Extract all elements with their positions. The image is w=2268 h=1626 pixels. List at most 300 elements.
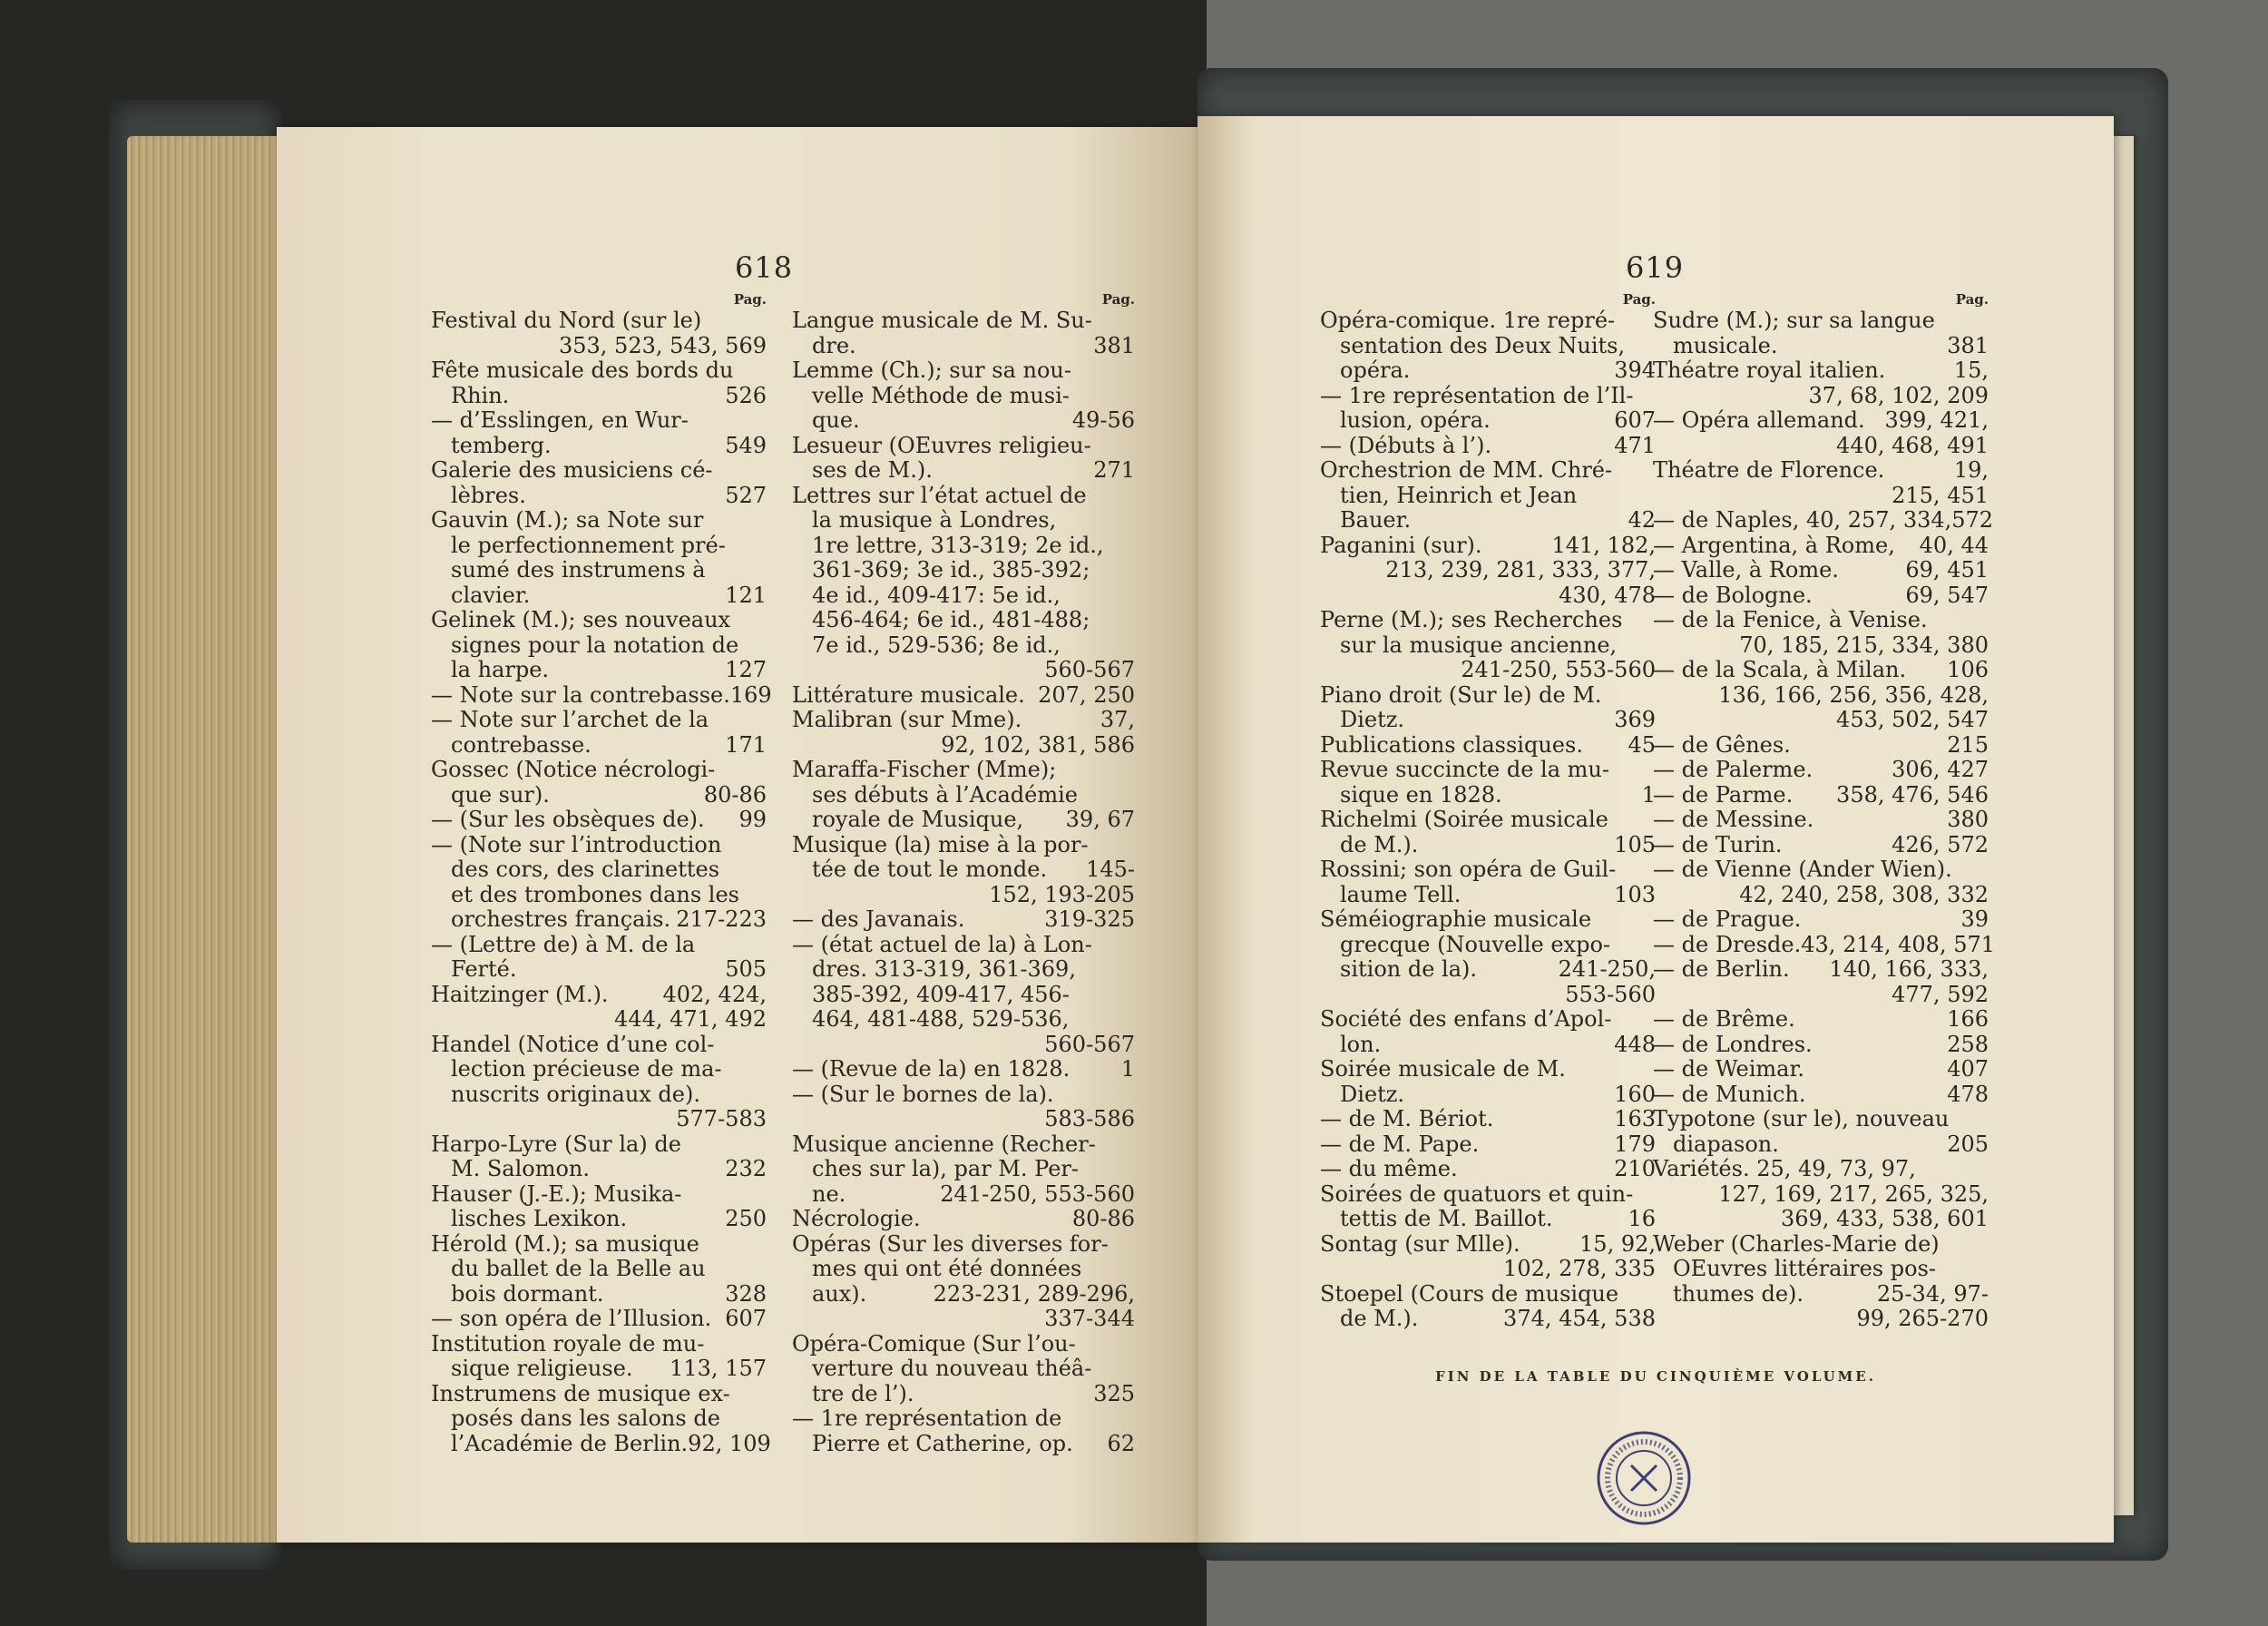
index-entry-line xyxy=(1320,857,1656,883)
entry-text: 102, 278, 335 xyxy=(1503,1256,1656,1281)
entry-text: lon. xyxy=(1340,1031,1382,1057)
entry-text: Dietz. xyxy=(1340,707,1405,732)
index-entry-line xyxy=(1320,334,1656,359)
index-entry-line xyxy=(1653,708,1989,733)
entry-text: — (Sur le bornes de la). xyxy=(792,1081,1054,1107)
index-entry-line xyxy=(792,1082,1135,1108)
entry-pages: 113, 157 xyxy=(670,1356,767,1381)
entry-text: — Note sur la contrebasse. xyxy=(431,681,730,708)
index-entry-line xyxy=(1653,334,1989,359)
entry-text: — d’Esslingen, en Wur- xyxy=(431,407,689,433)
index-entry-line xyxy=(1653,1107,1989,1132)
entry-pages: 478 xyxy=(1947,1081,1989,1107)
index-entry-line xyxy=(792,334,1135,359)
entry-text: — (Revue de la) en 1828. xyxy=(792,1056,1070,1082)
entry-pages: 169 xyxy=(729,681,772,708)
index-entry-line xyxy=(1320,583,1656,609)
entry-pages: 505 xyxy=(725,956,767,982)
entry-text: contrebasse. xyxy=(451,731,591,758)
entry-text: mes qui ont été données xyxy=(812,1256,1082,1281)
index-entry-line xyxy=(1320,384,1656,409)
index-entry-line xyxy=(792,1057,1135,1082)
index-entry-line xyxy=(431,1057,767,1082)
index-entry-line xyxy=(1653,983,1989,1008)
index-entry-line xyxy=(431,534,767,559)
index-entry-line xyxy=(792,558,1135,583)
entry-text: — son opéra de l’Illusion. xyxy=(431,1306,712,1331)
index-entry-line xyxy=(1320,508,1656,534)
index-entry-line xyxy=(431,1182,767,1208)
entry-text: 4e id., 409-417: 5e id., xyxy=(812,582,1061,608)
entry-text: Gauvin (M.); sa Note sur xyxy=(431,507,704,533)
entry-text: lection précieuse de ma- xyxy=(451,1056,722,1082)
index-entry-line xyxy=(1320,358,1656,384)
entry-pages: 1 xyxy=(1641,781,1656,808)
index-entry-line xyxy=(1320,957,1656,983)
entry-text: 430, 478 xyxy=(1559,582,1656,608)
entry-text: Musique ancienne (Recher- xyxy=(792,1131,1096,1157)
entry-text: signes pour la notation de xyxy=(451,632,739,658)
index-column-right-2 xyxy=(1653,290,1996,1332)
index-entry-line xyxy=(1653,907,1989,933)
index-entry-line xyxy=(1320,534,1656,559)
entry-text: Institution royale de mu- xyxy=(431,1330,705,1357)
index-entry-line xyxy=(1653,507,1994,534)
entry-text: Revue succincte de la mu- xyxy=(1320,757,1609,782)
entry-text: 560-567 xyxy=(1044,1031,1135,1057)
index-entry-line xyxy=(431,309,767,334)
entry-pages: 42 xyxy=(1628,507,1656,533)
index-entry-line xyxy=(431,1382,767,1407)
entry-pages: 39 xyxy=(1960,906,1989,932)
index-entry-line xyxy=(1653,633,1989,659)
index-entry-line xyxy=(431,1430,771,1457)
entry-pages: 207, 250 xyxy=(1038,681,1135,708)
entry-text: 353, 523, 543, 569 xyxy=(558,332,767,358)
index-entry-line xyxy=(1320,558,1656,583)
volume-end-footer: FIN DE LA TABLE DU CINQUIÈME VOLUME. xyxy=(1435,1368,1876,1385)
index-entry-line xyxy=(431,783,767,808)
entry-text: la harpe. xyxy=(451,657,550,682)
right-page xyxy=(1198,116,2114,1543)
entry-text: Lettres sur l’état actuel de xyxy=(792,482,1087,508)
entry-text: 7e id., 529-536; 8e id., xyxy=(812,632,1061,658)
entry-pages: 271 xyxy=(1093,457,1135,483)
index-entry-line xyxy=(1320,1307,1656,1332)
entry-text: — de Brême. xyxy=(1653,1006,1795,1032)
index-entry-line xyxy=(1320,833,1656,858)
index-entry-line xyxy=(792,683,1135,709)
index-entry-line xyxy=(792,508,1135,534)
entry-text: dre. xyxy=(812,332,856,358)
index-entry-line xyxy=(792,1257,1135,1282)
entry-pages: 45 xyxy=(1628,731,1656,758)
index-entry-line xyxy=(792,957,1135,983)
entry-text: 37, 68, 102, 209 xyxy=(1808,382,1989,408)
entry-text: — Argentina, à Rome, xyxy=(1653,532,1895,558)
entry-text: Rhin. xyxy=(451,382,510,408)
index-entry-line xyxy=(1320,434,1656,459)
entry-text: — Note sur l’archet de la xyxy=(431,707,709,732)
entry-text: Séméiographie musicale xyxy=(1320,906,1592,932)
entry-text: velle Méthode de musi- xyxy=(812,382,1070,408)
entry-text: Lesueur (OEuvres religieu- xyxy=(792,432,1091,458)
entry-pages: 407 xyxy=(1947,1056,1989,1082)
entry-text: — de Dresde. xyxy=(1653,931,1802,957)
entry-text: 337-344 xyxy=(1044,1306,1135,1331)
entry-text: Galerie des musiciens cé- xyxy=(431,457,713,483)
entry-text: 99, 265-270 xyxy=(1856,1306,1989,1331)
entry-text: Instrumens de musique ex- xyxy=(431,1380,730,1406)
index-entry-line xyxy=(431,1107,767,1132)
entry-pages: 140, 166, 333, xyxy=(1829,956,1989,982)
entry-text: 215, 451 xyxy=(1892,482,1989,508)
index-entry-line xyxy=(1653,1282,1989,1308)
index-entry-line xyxy=(792,907,1135,933)
index-entry-line xyxy=(431,833,767,858)
entry-text: 453, 502, 547 xyxy=(1836,707,1989,732)
entry-text: — de M. Pape. xyxy=(1320,1131,1480,1157)
entry-text: ses débuts à l’Académie xyxy=(812,781,1078,808)
entry-text: M. Salomon. xyxy=(451,1156,590,1181)
entry-text: 444, 471, 492 xyxy=(614,1006,767,1032)
entry-text: — de M. Bériot. xyxy=(1320,1106,1494,1131)
entry-text: — de Naples, 40, 257, 334, xyxy=(1653,507,1952,533)
entry-pages: 448 xyxy=(1614,1031,1656,1057)
entry-text: Hauser (J.-E.); Musika- xyxy=(431,1180,682,1207)
entry-pages: 215 xyxy=(1947,731,1989,758)
entry-pages: 25-34, 97- xyxy=(1876,1280,1989,1307)
index-entry-line xyxy=(792,484,1135,509)
index-entry-line xyxy=(1653,1257,1989,1282)
entry-pages: 381 xyxy=(1093,332,1135,358)
entry-pages: 471 xyxy=(1614,432,1656,458)
index-entry-line xyxy=(792,633,1135,659)
index-entry-line xyxy=(1320,983,1656,1008)
entry-pages: 106 xyxy=(1947,657,1989,682)
index-entry-line xyxy=(792,933,1135,958)
index-entry-line xyxy=(431,1033,767,1058)
entry-text: 583-586 xyxy=(1044,1106,1135,1131)
index-entry-line xyxy=(431,681,772,709)
index-entry-line xyxy=(792,1107,1135,1132)
index-entry-line xyxy=(792,783,1135,808)
index-entry-line xyxy=(1653,1132,1989,1158)
entry-text: — 1re représentation de xyxy=(792,1406,1062,1431)
index-entry-line xyxy=(1653,608,1989,633)
index-entry-line xyxy=(792,1232,1135,1258)
index-entry-line xyxy=(1653,1307,1989,1332)
index-entry-line xyxy=(792,1357,1135,1382)
entry-text: Opéra-Comique (Sur l’ou- xyxy=(792,1330,1076,1357)
index-entry-line xyxy=(1320,1033,1656,1058)
index-entry-line xyxy=(1653,384,1989,409)
index-entry-line xyxy=(792,733,1135,759)
entry-text: de M.). xyxy=(1340,1306,1419,1331)
index-entry-line xyxy=(1320,633,1656,659)
index-entry-line xyxy=(431,708,767,733)
index-entry-line xyxy=(1653,434,1989,459)
entry-text: ses de M.). xyxy=(812,457,933,483)
index-column-right-1 xyxy=(1320,290,1656,1332)
entry-text: que. xyxy=(812,407,860,433)
entry-text: Ferté. xyxy=(451,956,517,982)
index-entry-line xyxy=(792,1432,1135,1457)
index-entry-line xyxy=(1320,883,1656,908)
entry-text: dres. 313-319, 361-369, xyxy=(812,956,1076,982)
entry-text: Weber (Charles-Marie de) xyxy=(1653,1230,1940,1257)
entry-text: sumé des instrumens à xyxy=(451,557,706,583)
index-entry-line xyxy=(1320,1082,1656,1108)
entry-text: aux). xyxy=(812,1280,867,1307)
entry-text: Sudre (M.); sur sa langue xyxy=(1653,308,1935,333)
entry-pages: 103 xyxy=(1614,881,1656,907)
entry-text: de M.). xyxy=(1340,831,1419,857)
index-entry-line xyxy=(792,1182,1135,1208)
index-entry-line xyxy=(1653,1033,1989,1058)
index-entry-line xyxy=(1653,683,1989,709)
entry-text: Gelinek (M.); ses nouveaux xyxy=(431,607,731,632)
index-entry-line xyxy=(1320,309,1656,334)
entry-pages: 163 xyxy=(1614,1106,1656,1131)
entry-pages: 381 xyxy=(1947,332,1989,358)
index-entry-line xyxy=(1320,733,1656,759)
entry-text: Sontag (sur Mlle). xyxy=(1320,1230,1520,1257)
index-entry-line xyxy=(431,1282,767,1308)
entry-pages: 40, 44 xyxy=(1919,532,1989,558)
entry-pages: 527 xyxy=(725,482,767,508)
entry-pages: 358, 476, 546 xyxy=(1836,781,1989,808)
index-entry-line xyxy=(792,534,1135,559)
index-entry-line xyxy=(792,857,1135,883)
entry-text: Littérature musicale. xyxy=(792,681,1025,708)
entry-pages: 92, 109 xyxy=(688,1430,771,1456)
entry-text: 92, 102, 381, 586 xyxy=(941,731,1135,758)
index-entry-line xyxy=(1320,708,1656,733)
entry-pages: 15, xyxy=(1953,358,1989,383)
entry-text: 213, 239, 281, 333, 377, xyxy=(1385,557,1656,583)
entry-text: lusion, opéra. xyxy=(1340,407,1491,433)
entry-text: — de Turin. xyxy=(1653,831,1783,857)
index-entry-line xyxy=(1320,408,1656,434)
entry-pages: 19, xyxy=(1953,457,1989,483)
index-entry-line xyxy=(431,408,767,434)
index-entry-line xyxy=(792,1157,1135,1182)
entry-text: Rossini; son opéra de Guil- xyxy=(1320,857,1617,882)
entry-text: Piano droit (Sur le) de M. xyxy=(1320,681,1602,708)
index-entry-line xyxy=(792,1332,1135,1357)
entry-text: sur la musique ancienne, xyxy=(1340,632,1618,658)
entry-pages: 39, 67 xyxy=(1065,807,1135,832)
entry-pages: 80-86 xyxy=(703,781,767,808)
index-entry-line xyxy=(1653,957,1989,983)
entry-text: bois dormant. xyxy=(451,1280,604,1307)
entry-text: Perne (M.); ses Recherches xyxy=(1320,607,1623,632)
entry-text: verture du nouveau théâ- xyxy=(812,1356,1092,1381)
entry-pages: 105 xyxy=(1614,831,1656,857)
entry-pages: 250 xyxy=(725,1206,767,1231)
index-entry-line xyxy=(1653,408,1989,434)
entry-pages: 223-231, 289-296, xyxy=(933,1280,1135,1307)
entry-pages: 572 xyxy=(1951,507,1994,533)
entry-text: Opéras (Sur les diverses for- xyxy=(792,1230,1109,1257)
entry-pages: 49-56 xyxy=(1071,407,1135,433)
page-edges xyxy=(127,136,286,1543)
pag-label: Pag. xyxy=(1101,291,1135,308)
index-entry-line xyxy=(431,1232,767,1258)
entry-text: — de Bologne. xyxy=(1653,582,1813,608)
entry-text: Pierre et Catherine, op. xyxy=(812,1430,1073,1456)
entry-text: — 1re représentation de l’Il- xyxy=(1320,382,1634,408)
entry-pages: 306, 427 xyxy=(1892,757,1989,782)
index-entry-line xyxy=(431,907,767,933)
entry-text: — du même. xyxy=(1320,1156,1458,1181)
entry-pages: 217-223 xyxy=(676,906,767,932)
index-entry-line xyxy=(1653,758,1989,783)
library-stamp xyxy=(1595,1429,1693,1527)
entry-text: Musique (la) mise à la por- xyxy=(792,831,1089,857)
entry-text: — de Munich. xyxy=(1653,1081,1806,1107)
entry-pages: 394 xyxy=(1614,358,1656,383)
entry-text: 152, 193-205 xyxy=(989,881,1135,907)
entry-text: tre de l’). xyxy=(812,1380,914,1406)
entry-text: — de Gênes. xyxy=(1653,731,1791,758)
index-entry-line xyxy=(792,458,1135,484)
entry-pages: 37, xyxy=(1100,707,1135,732)
index-entry-line xyxy=(792,1207,1135,1232)
index-entry-line xyxy=(431,334,767,359)
index-entry-line xyxy=(792,583,1135,609)
entry-text: tettis de M. Baillot. xyxy=(1340,1206,1553,1231)
index-entry-line xyxy=(431,733,767,759)
entry-text: 477, 592 xyxy=(1892,981,1989,1007)
entry-pages: 69, 547 xyxy=(1905,582,1989,608)
entry-text: des cors, des clarinettes xyxy=(451,857,720,882)
entry-pages: 426, 572 xyxy=(1892,831,1989,857)
index-entry-line xyxy=(792,1307,1135,1332)
index-entry-line xyxy=(1653,558,1989,583)
entry-pages: 16 xyxy=(1628,1206,1656,1231)
entry-text: 42, 240, 258, 308, 332 xyxy=(1739,881,1989,907)
entry-pages: 549 xyxy=(725,432,767,458)
index-entry-line xyxy=(1320,658,1656,683)
index-entry-line xyxy=(1653,534,1989,559)
index-entry-line xyxy=(431,583,767,609)
index-entry-line xyxy=(431,1007,767,1033)
entry-pages: 607 xyxy=(1614,407,1656,433)
index-entry-line xyxy=(792,1007,1135,1033)
entry-text: Langue musicale de M. Su- xyxy=(792,308,1092,333)
index-entry-line xyxy=(1653,833,1989,858)
entry-text: Maraffa-Fischer (Mme); xyxy=(792,757,1057,782)
entry-pages: 374, 454, 538 xyxy=(1503,1306,1656,1331)
index-entry-line xyxy=(431,1307,767,1332)
index-entry-line xyxy=(1653,484,1989,509)
entry-text: Nécrologie. xyxy=(792,1206,921,1231)
index-entry-line xyxy=(1320,1057,1656,1082)
index-entry-line xyxy=(1320,458,1656,484)
index-entry-line xyxy=(1320,1282,1656,1308)
index-entry-line xyxy=(431,1332,767,1357)
index-entry-line xyxy=(1653,1207,1989,1232)
index-entry-line xyxy=(1653,783,1989,808)
index-entry-line xyxy=(1320,1232,1656,1258)
index-entry-line xyxy=(792,758,1135,783)
entry-text: 361-369; 3e id., 385-392; xyxy=(812,557,1090,583)
entry-text: 577-583 xyxy=(676,1106,767,1131)
entry-text: — (Débuts à l’). xyxy=(1320,432,1492,458)
index-entry-line xyxy=(1653,808,1989,833)
entry-text: — de la Scala, à Milan. xyxy=(1653,657,1907,682)
entry-text: opéra. xyxy=(1340,358,1411,383)
index-entry-line xyxy=(431,508,767,534)
entry-text: Théatre de Florence. xyxy=(1653,457,1885,483)
index-entry-line xyxy=(792,658,1135,683)
entry-text: — (Note sur l’introduction xyxy=(431,831,722,857)
index-entry-line xyxy=(1320,1257,1656,1282)
index-entry-line xyxy=(1653,857,1989,883)
entry-pages: 171 xyxy=(725,731,767,758)
index-entry-line xyxy=(1320,783,1656,808)
entry-text: Variétés. 25, 49, 73, 97, xyxy=(1653,1156,1916,1181)
entry-text: Fête musicale des bords du xyxy=(431,358,734,383)
index-entry-line xyxy=(1653,658,1989,683)
index-entry-line xyxy=(1320,608,1656,633)
index-entry-line xyxy=(1320,933,1656,958)
entry-text: l’Académie de Berlin. xyxy=(451,1430,689,1456)
index-entry-line xyxy=(792,1033,1135,1058)
index-entry-line xyxy=(431,1207,767,1232)
entry-text: Handel (Notice d’une col- xyxy=(431,1031,715,1057)
entry-pages: 402, 424, xyxy=(662,981,767,1007)
index-entry-line xyxy=(431,808,767,833)
entry-pages: 69, 451 xyxy=(1905,557,1989,583)
index-entry-line xyxy=(431,983,767,1008)
entry-pages: 15, 92, xyxy=(1579,1230,1656,1257)
index-entry-line xyxy=(1653,458,1989,484)
page-right-underlayer xyxy=(2114,136,2134,1515)
index-entry-line xyxy=(1320,758,1656,783)
entry-text: lèbres. xyxy=(451,482,526,508)
index-entry-line xyxy=(431,1082,767,1108)
entry-text: Bauer. xyxy=(1340,507,1412,533)
index-entry-line xyxy=(792,1406,1135,1432)
entry-text: — Valle, à Rome. xyxy=(1653,557,1839,583)
entry-text: — (Lettre de) à M. de la xyxy=(431,931,696,957)
index-entry-line xyxy=(792,384,1135,409)
entry-text: Hérold (M.); sa musique xyxy=(431,1230,699,1257)
entry-pages: 325 xyxy=(1093,1380,1135,1406)
index-entry-line xyxy=(1320,1007,1656,1033)
entry-pages: 607 xyxy=(725,1306,767,1331)
entry-text: musicale. xyxy=(1673,332,1778,358)
index-entry-line xyxy=(1653,1007,1989,1033)
entry-text: 70, 185, 215, 334, 380 xyxy=(1739,632,1989,658)
entry-text: temberg. xyxy=(451,432,552,458)
index-entry-line xyxy=(1653,883,1989,908)
entry-text: 385-392, 409-417, 456- xyxy=(812,981,1070,1007)
index-entry-line xyxy=(431,933,767,958)
index-entry-line xyxy=(792,309,1135,334)
entry-text: Théatre royal italien. xyxy=(1653,358,1886,383)
index-entry-line xyxy=(431,1132,767,1158)
entry-text: sition de la). xyxy=(1340,956,1478,982)
entry-text: 440, 468, 491 xyxy=(1836,432,1989,458)
index-entry-line xyxy=(431,484,767,509)
page-number: 618 xyxy=(735,250,794,285)
entry-text: — de Palerme. xyxy=(1653,757,1813,782)
entry-text: sique en 1828. xyxy=(1340,781,1502,808)
